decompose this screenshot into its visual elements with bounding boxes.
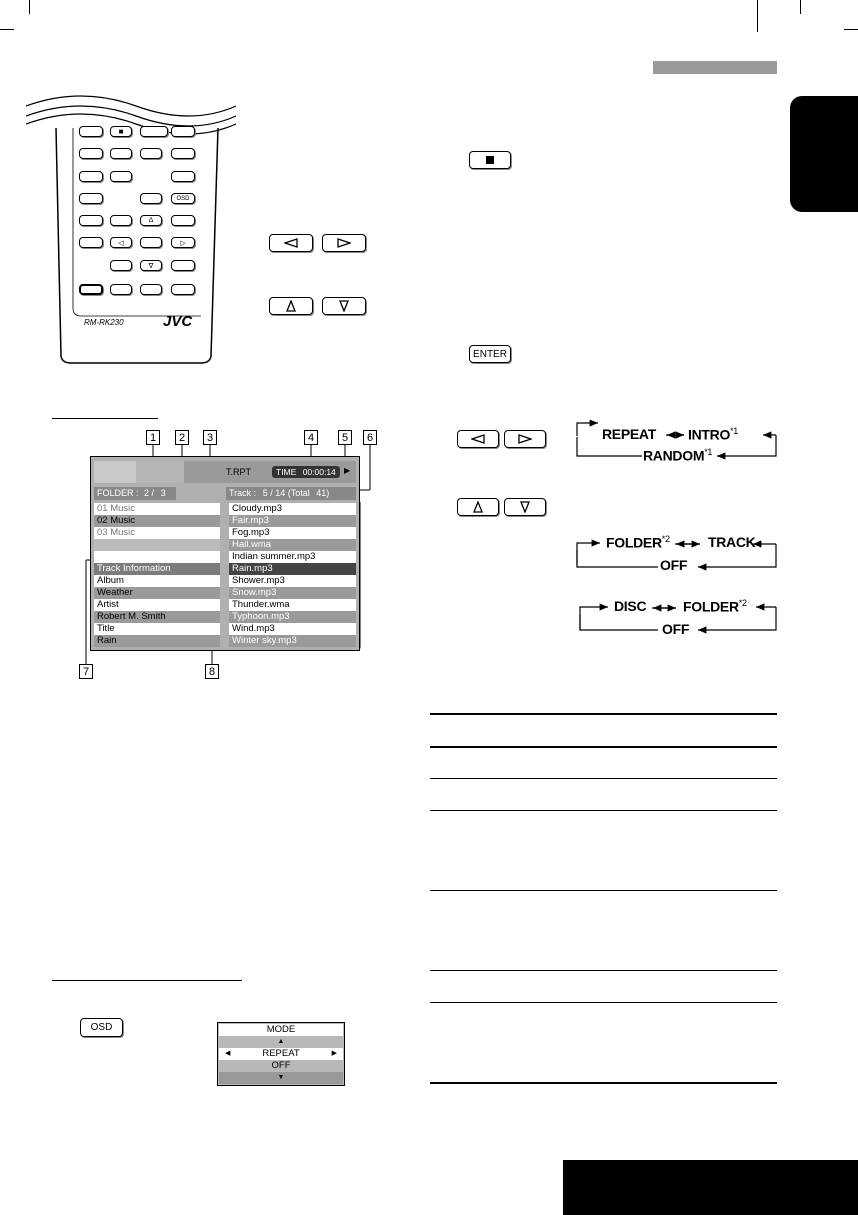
callout-6: 6 <box>363 430 377 445</box>
folder-header <box>94 487 176 500</box>
folder-bg <box>94 539 220 551</box>
track-item[interactable]: Indian summer.mp3 <box>229 551 356 563</box>
track-value: 5 / 14 (Total <box>262 488 310 498</box>
table-rule <box>430 890 777 891</box>
table-rule <box>430 713 777 715</box>
folder-bg <box>138 503 220 515</box>
track-item[interactable]: Fair.mp3 <box>229 515 356 527</box>
flow-folder: FOLDER$^{*2}$ <box>606 534 670 551</box>
osd-repeat-row[interactable] <box>219 1048 343 1060</box>
section-rule <box>52 980 242 981</box>
time-label: TIME <box>276 467 297 477</box>
track-total: 41) <box>316 488 330 498</box>
flow-random: RANDOM$^{*1}$ <box>643 447 713 464</box>
flow-intro: INTRO$^{*1}$ <box>688 426 738 443</box>
folder-bg <box>138 515 220 527</box>
screen-top-tile <box>94 461 136 483</box>
t-rpt-indicator: T.RPT <box>226 467 252 477</box>
table-rule <box>430 1082 777 1084</box>
flow-disc: DISC <box>614 598 647 614</box>
callout-2: 2 <box>175 430 189 445</box>
remote-down-button[interactable]: ∇ <box>140 260 162 271</box>
remote-right-button[interactable]: ▷ <box>171 237 195 248</box>
time-display <box>272 466 340 478</box>
track-item[interactable]: Thunder.wma <box>229 599 356 611</box>
osd-up-arrow-icon[interactable]: ▲ <box>219 1036 343 1048</box>
callout-8: 8 <box>205 664 219 679</box>
track-info-header: Track Information <box>94 563 220 575</box>
callout-7: 7 <box>79 664 93 679</box>
right-button[interactable] <box>504 430 546 448</box>
osd-button[interactable]: OSD <box>80 1018 123 1037</box>
track-info-value: Weather <box>94 587 220 599</box>
table-rule <box>430 970 777 971</box>
remote-brand-logo: JVC <box>163 313 193 330</box>
track-item[interactable]: Wind.mp3 <box>229 623 356 635</box>
track-info-value: Robert M. Smith <box>94 611 220 623</box>
page-footer-tab <box>563 1160 858 1215</box>
track-info-label: Title <box>94 623 220 635</box>
osd-mode-menu <box>217 1022 345 1086</box>
table-rule <box>430 778 777 779</box>
track-item[interactable]: Shower.mp3 <box>229 575 356 587</box>
flow-track: TRACK <box>708 534 756 550</box>
table-rule <box>430 810 777 811</box>
osd-off-value[interactable]: OFF <box>219 1060 343 1072</box>
time-value: 00:00:14 <box>302 467 336 477</box>
left-button[interactable] <box>457 430 499 448</box>
folder-bg <box>94 551 220 563</box>
osd-left-arrow-icon[interactable]: ◀ <box>225 1050 231 1057</box>
folder-item[interactable]: 03 Music <box>94 527 138 539</box>
track-info-label: Artist <box>94 599 220 611</box>
track-info-label: Album <box>94 575 220 587</box>
flow-repeat: REPEAT <box>602 426 656 442</box>
callout-4: 4 <box>304 430 318 445</box>
up-button[interactable] <box>457 498 499 516</box>
track-item[interactable]: Fog.mp3 <box>229 527 356 539</box>
enter-button[interactable]: ENTER <box>469 345 511 363</box>
callout-1: 1 <box>146 430 160 445</box>
screen-top-tile <box>136 461 184 483</box>
track-item[interactable]: Snow.mp3 <box>229 587 356 599</box>
table-rule <box>430 746 777 748</box>
callout-5: 5 <box>338 430 352 445</box>
playback-screen <box>90 456 360 651</box>
flow-folder: FOLDER$^{*2}$ <box>683 598 747 615</box>
track-item[interactable]: Cloudy.mp3 <box>229 503 356 515</box>
folder-value: 2 / <box>144 488 155 498</box>
remote-left-button[interactable]: ◁ <box>110 237 132 248</box>
folder-bg <box>138 527 220 539</box>
table-rule <box>430 1002 777 1003</box>
osd-mode-title: MODE <box>219 1024 343 1036</box>
flow-off: OFF <box>660 557 688 573</box>
osd-right-arrow-icon[interactable]: ▶ <box>331 1050 337 1057</box>
folder-item[interactable]: 01 Music <box>94 503 138 515</box>
track-info-value: Rain <box>94 635 220 647</box>
remote-model-label: RM-RK230 <box>84 318 124 327</box>
folder-total: 3 <box>160 488 166 498</box>
remote-osd-button[interactable]: OSD <box>171 193 195 204</box>
remote-up-button[interactable]: ∆ <box>140 215 162 226</box>
callout-3: 3 <box>203 430 217 445</box>
down-button[interactable] <box>504 498 546 516</box>
track-item[interactable]: Winter sky.mp3 <box>229 635 356 647</box>
remote-stop-button[interactable]: ■ <box>110 126 132 137</box>
track-item[interactable]: Typhoon.mp3 <box>229 611 356 623</box>
track-item[interactable]: Hail.wma <box>229 539 356 551</box>
flow-off: OFF <box>662 621 690 637</box>
osd-repeat-label: REPEAT <box>262 1048 300 1059</box>
track-label: Track : <box>229 488 257 498</box>
folder-label: FOLDER : <box>97 488 139 498</box>
track-item-selected[interactable]: Rain.mp3 <box>229 563 356 575</box>
osd-down-arrow-icon[interactable]: ▼ <box>219 1072 343 1084</box>
track-header <box>226 487 356 500</box>
folder-item-selected[interactable]: 02 Music <box>94 515 138 527</box>
play-status-icon: ▶ <box>344 466 351 475</box>
